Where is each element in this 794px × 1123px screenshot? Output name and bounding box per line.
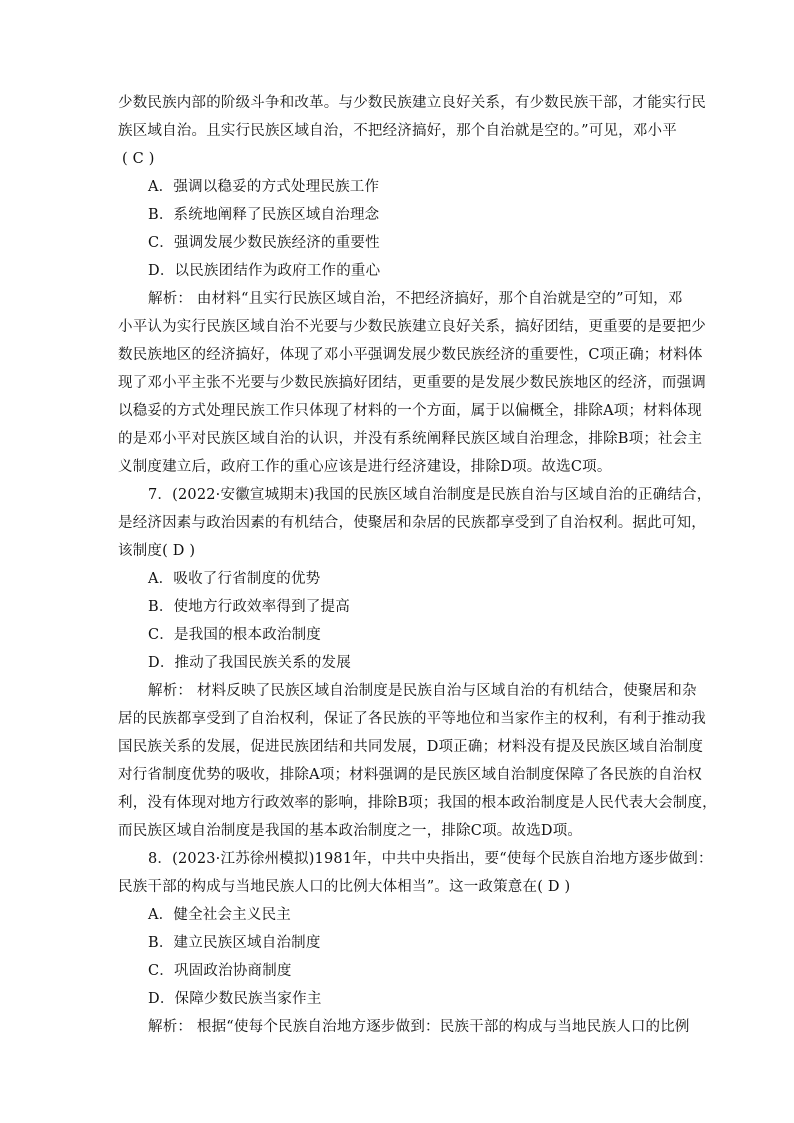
text-line: 7．(2022·安徽宣城期末)我国的民族区域自治制度是民族自治与区域自治的正确结合， — [148, 487, 712, 503]
text-line: B．使地方行政效率得到了提高 — [148, 599, 350, 615]
text-line: 国民族关系的发展，促进民族团结和共同发展，D项正确；材料没有提及民族区域自治制度 — [118, 739, 704, 755]
text-line: 现了邓小平主张不光要与少数民族搞好团结，更重要的是发展少数民族地区的经济，而强调 — [118, 375, 706, 391]
text-line: A．吸收了行省制度的优势 — [148, 571, 321, 587]
text-line: ( C ) — [122, 151, 155, 167]
text-line: D．推动了我国民族关系的发展 — [148, 655, 351, 671]
text-line: 对行省制度优势的吸收，排除A项；材料强调的是民族区域自治制度保障了各民族的自治权 — [118, 767, 702, 783]
document-page — [118, 89, 717, 1041]
text-line: 民族干部的构成与当地民族人口的比例大体相当”。这一政策意在( D ) — [118, 879, 571, 895]
text-line: D．以民族团结作为政府工作的重心 — [148, 263, 381, 279]
text-line: D．保障少数民族当家作主 — [148, 991, 322, 1007]
text-line: C．巩固政治协商制度 — [148, 963, 292, 979]
text-line: 8．(2023·江苏徐州模拟)1981年，中共中央指出，要“使每个民族自治地方逐步做到： — [148, 851, 713, 867]
text-line: 族区域自治。且实行民族区域自治，不把经济搞好，那个自治就是空的。”可见，邓小平 — [118, 123, 677, 139]
text-line: 的是邓小平对民族区域自治的认识，并没有系统阐释民族区域自治理念，排除B项；社会主 — [118, 431, 703, 447]
text-line: A．强调以稳妥的方式处理民族工作 — [148, 179, 380, 195]
text-line: 居的民族都享受到了自治权利，保证了各民族的平等地位和当家作主的权利，有利于推动我 — [118, 711, 706, 727]
text-line: 数民族地区的经济搞好，体现了邓小平强调发展少数民族经济的重要性，C项正确；材料体 — [118, 347, 703, 363]
text-line: 小平认为实行民族区域自治不光要与少数民族建立良好关系，搞好团结，更重要的是要把少 — [118, 319, 706, 335]
text-line: B．系统地阐释了民族区域自治理念 — [148, 207, 380, 223]
text-line: 是经济因素与政治因素的有机结合，使聚居和杂居的民族都享受到了自治权利。据此可知， — [118, 515, 706, 531]
text-line: 该制度( D ) — [118, 543, 196, 559]
text-line: 以稳妥的方式处理民族工作只体现了材料的一个方面，属于以偏概全，排除A项；材料体现 — [118, 403, 702, 419]
text-line: 少数民族内部的阶级斗争和改革。与少数民族建立良好关系，有少数民族干部，才能实行民 — [118, 95, 706, 111]
text-line: B．建立民族区域自治制度 — [148, 935, 321, 951]
text-line: 解析： 根据“使每个民族自治地方逐步做到：民族干部的构成与当地民族人口的比例 — [148, 1019, 690, 1035]
text-line: C．是我国的根本政治制度 — [148, 627, 321, 643]
text-line: 解析： 由材料“且实行民族区域自治，不把经济搞好，那个自治就是空的”可知，邓 — [148, 291, 683, 307]
text-line: 利，没有体现对地方行政效率的影响，排除B项；我国的根本政治制度是人民代表大会制度， — [118, 795, 717, 811]
text-line: 解析： 材料反映了民族区域自治制度是民族自治与区域自治的有机结合，使聚居和杂 — [148, 683, 697, 699]
text-line: 而民族区域自治制度是我国的基本政治制度之一，排除C项。故选D项。 — [118, 823, 583, 839]
text-line: 义制度建立后，政府工作的重心应该是进行经济建设，排除D项。故选C项。 — [118, 459, 612, 475]
text-line: A．健全社会主义民主 — [148, 907, 291, 923]
text-line: C．强调发展少数民族经济的重要性 — [148, 235, 380, 251]
